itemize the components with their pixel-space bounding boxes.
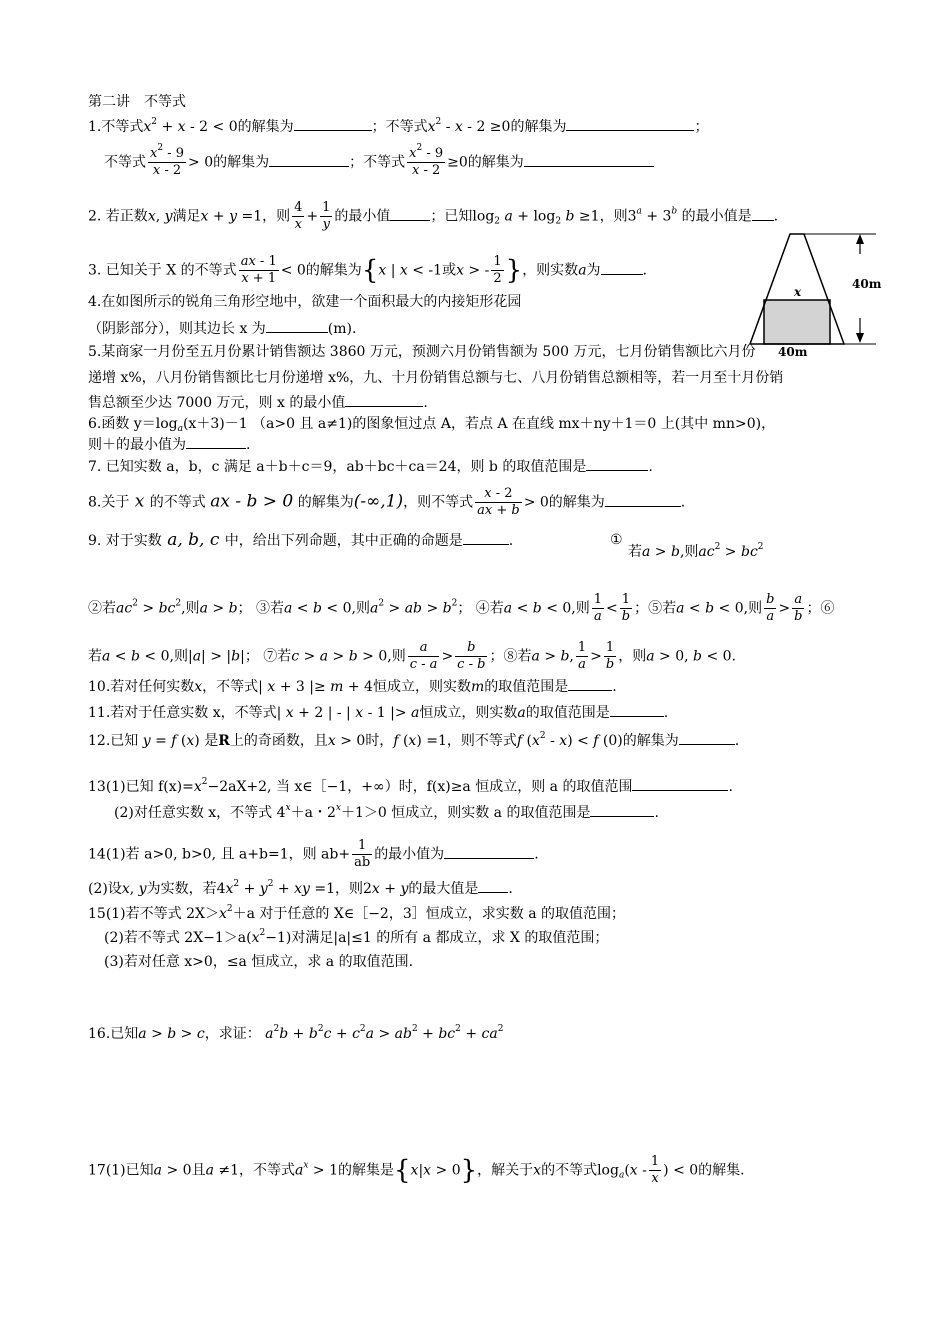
top-arrowhead <box>856 234 864 244</box>
answer-blank[interactable] <box>610 702 664 717</box>
question-9-line-3: 若a < b < 0,则|a| > |b|； ⑦若c > a > b > 0,则 $\frac{a}{c - a}$ > $\frac{b}{c - b}$ ；⑧若a > b, $\frac{1}{a}$ > $\frac{1}{b}$ ，则a > 0, b < 0. <box>88 640 736 672</box>
answer-blank[interactable] <box>524 152 654 167</box>
base-label: 40m <box>778 345 808 358</box>
question-15-line-2: (2)若不等式 $2X-1>a(x^2-1)$对满足|a|≤1 的所有 a 都成立，求 X 的取值范围； <box>104 928 609 946</box>
bottom-arrowhead <box>856 333 864 343</box>
question-13-line-1: 13(1)已知 $f(x)=x^2-2aX+2$, 当 x∈［−1，+∞）时，f(x)≥a 恒成立，则 a 的取值范围 . <box>88 777 733 795</box>
answer-blank[interactable] <box>568 676 612 691</box>
question-17: 17(1)已知a > 0且a ≠1，不等式$a^x > 1$的解集是{x|x > 0}，解关于x的不等式$\log_a(x$ - $\frac{1}{x}$ ) < 0的解集. <box>88 1154 745 1186</box>
question-4-line-2: （阴影部分），则其边长 x 为 (m). <box>88 318 356 339</box>
question-3: 3. 已知关于 X 的不等式 $\frac{ax - 1}{x + 1}$ < 0的解集为{x | x < -1或x > - $\frac{1}{2}$ }，则实数a为 . <box>88 254 647 286</box>
answer-blank[interactable] <box>463 530 509 545</box>
answer-blank[interactable] <box>444 844 534 859</box>
question-4-line-1: 4.在如图所示的锐角三角形空地中，欲建一个面积最大的内接矩形花园 <box>88 294 522 310</box>
answer-blank[interactable] <box>601 260 643 275</box>
answer-blank[interactable] <box>266 318 328 333</box>
triangle-figure <box>742 232 882 358</box>
question-7: 7. 已知实数 a，b，c 满足 a＋b＋c＝9，ab＋bc＋ca＝24，则 b 的取值范围是 . <box>88 456 653 477</box>
question-5-line-2: 递增 x%，八月份销售额比七月份递增 x%，九、十月份销售总额与七、八月份销售总额相等，若一月至十月份销 <box>88 370 784 386</box>
answer-blank[interactable] <box>269 152 349 167</box>
answer-blank[interactable] <box>586 456 648 471</box>
question-9-line-1: 9. 对于实数 a, b, c 中，给出下列命题，其中正确的命题是 . <box>88 530 514 550</box>
page-title: 第二讲 不等式 <box>88 94 186 110</box>
answer-blank[interactable] <box>390 206 430 221</box>
question-14-line-1: 14(1)若 a>0, b>0, 且 a+b=1，则 ab+ $\frac{1}{ab}$ 的最小值为 . <box>88 838 539 870</box>
question-5-line-1: 5.某商家一月份至五月份累计销售额达 3860 万元，预测六月份销售额为 500 万元，七月份销售额比六月份 <box>88 344 756 360</box>
question-6-line-1: 6.函数 $y=\log_a(x+3)-1$ （a>0 且 a≠1)的图象恒过点 A，若点 A 在直线 mx＋ny＋1＝0 上(其中 mn>0)， <box>88 416 776 434</box>
height-label: 40m <box>852 277 882 291</box>
proposition-1-text: 若a > b,则$ac^2 > bc^2$ <box>628 542 764 560</box>
question-16: 16.已知a > b > c，求证： $a^2b + b^2c + c^2a > ab^2 + bc^2 + ca^2$ <box>88 1024 504 1042</box>
answer-blank[interactable] <box>605 492 681 507</box>
question-15-line-1: 15(1)若不等式 $2X>x^2+a$ 对于任意的 X∈［−2，3］恒成立，求实数 a 的取值范围； <box>88 904 625 922</box>
question-8: 8.关于 x 的不等式 ax - b > 0 的解集为(-∞,1)，则不等式 $\frac{x - 2}{ax + b}$ > 0的解集为 . <box>88 486 686 518</box>
question-10: 10.若对任何实数x，不等式| x + 3 |≥ m + 4恒成立，则实数m的取值范围是 . <box>88 676 617 697</box>
question-12: 12.已知 y = f (x) 是R上的奇函数，且x > 0时，f (x) =1，则不等式f $(x^2 - x) < f$ (0)的解集为 . <box>88 731 740 749</box>
answer-blank[interactable] <box>566 116 694 131</box>
question-1-line-1: 1.不等式$x^2 + x - 2 < 0$的解集为 ；不等式$x^2 - x - 2 \ge 0$的解集为 ； <box>88 117 709 135</box>
question-11: 11.若对于任意实数 x，不等式| x + 2 | - | x - 1 |> a恒成立，则实数a的取值范围是 . <box>88 702 668 723</box>
question-13-line-2: (2)对任意实数 x，不等式 $4^x+a$・$2^x+1>0$ 恒成立，则实数 a 的取值范围是 . <box>114 803 659 821</box>
answer-blank[interactable] <box>590 802 654 817</box>
question-1-line-2: 不等式 $\frac{x^2 - 9}{x - 2}$ > 0的解集为 ；不等式 $\frac{x^2 - 9}{x - 2}$ ≥0的解集为 <box>104 146 654 179</box>
answer-blank[interactable] <box>345 392 423 407</box>
question-6-line-2: 则＋的最小值为 . <box>88 434 250 455</box>
answer-blank[interactable] <box>752 206 774 221</box>
question-14-line-2: (2)设x, y为实数，若$4x^2 + y^2$ + xy =1，则2x + y的最大值是 . <box>88 879 513 897</box>
question-9-line-2: ②若$ac^2 > bc^2$,则a > b； ③若a < b < 0,则$a^2$ > ab > $b^2$； ④若a < b < 0,则 $\frac{1}{a}$ < $\frac{1}{b}$ ；⑤若a < b < 0,则 $\frac{b}{a}$ > $\frac{a}{b}$ ；⑥ <box>88 592 835 624</box>
answer-blank[interactable] <box>478 878 508 893</box>
answer-blank[interactable] <box>294 116 372 131</box>
x-label: x <box>794 285 802 299</box>
answer-blank[interactable] <box>679 730 735 745</box>
question-15-line-3: (3)若对任意 x>0，≤a 恒成立，求 a 的取值范围. <box>104 954 414 970</box>
shaded-rectangle <box>764 300 830 344</box>
answer-blank[interactable] <box>632 776 728 791</box>
question-5-line-3: 售总额至少达 7000 万元，则 x 的最小值 . <box>88 392 428 413</box>
answer-blank[interactable] <box>186 434 246 449</box>
proposition-1: ① <box>610 532 623 548</box>
question-2: 2. 若正数x, y满足x + y =1，则 $\frac{4}{x}$ + $\frac{1}{y}$ 的最小值 ；已知$\log_2 a + \log_2 b \ge 1$，则$3^a + 3^b$ 的最小值是 . <box>88 200 779 232</box>
